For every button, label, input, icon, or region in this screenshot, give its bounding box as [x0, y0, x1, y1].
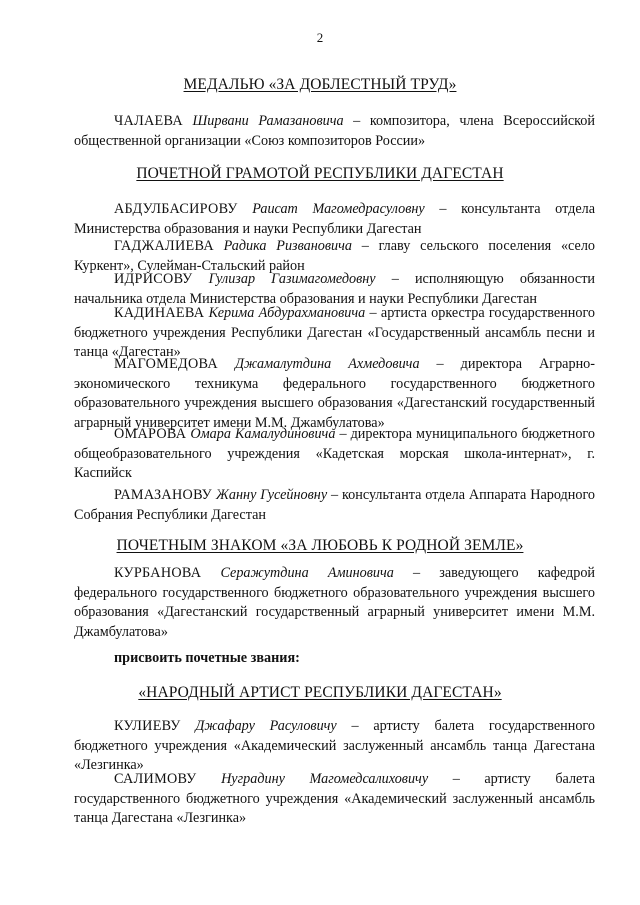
section-heading-badge: ПОЧЕТНЫМ ЗНАКОМ «ЗА ЛЮБОВЬ К РОДНОЙ ЗЕМЛЕ» — [116, 537, 524, 554]
entry-name: Серажутдина Аминовича — [220, 565, 394, 581]
entry-name: Джамалутдина Ахмедовича — [234, 356, 420, 372]
entry-description: – главу сельского поселения «село Куркент», Сулейман-Стальский район — [74, 238, 596, 274]
section-heading-gramota: ПОЧЕТНОЙ ГРАМОТОЙ РЕСПУБЛИКИ ДАГЕСТАН — [136, 165, 504, 182]
entry-description: – консультанта отдела Министерства образования и науки Республики Дагестан — [74, 201, 595, 237]
award-entry — [74, 200, 595, 239]
entry-surname: САЛИМОВУ — [114, 771, 197, 787]
entry-surname: КАДИНАЕВА — [114, 305, 205, 321]
award-entry — [74, 770, 595, 829]
entry-surname: КУРБАНОВА — [114, 565, 202, 581]
entry-name: Радика Ризвановича — [223, 238, 352, 254]
entry-description: – композитора, члена Всероссийской общественной организации «Союз композиторов России» — [74, 113, 595, 149]
entry-surname: ЧАЛАЕВА — [114, 113, 183, 129]
award-entry — [74, 425, 595, 484]
award-entry — [74, 112, 595, 151]
entry-surname: ОМАРОВА — [114, 426, 187, 442]
entry-name: Джафару Расуловичу — [195, 718, 337, 734]
page-number: 2 — [316, 30, 324, 45]
award-entry — [74, 304, 595, 363]
award-entry — [74, 486, 595, 525]
entry-surname: ГАДЖАЛИЕВА — [114, 238, 214, 254]
entry-surname: АБДУЛБАСИРОВУ — [114, 201, 238, 217]
entry-name: Нуградину Магомедсалиховичу — [221, 771, 429, 787]
entry-surname: МАГОМЕДОВА — [114, 356, 218, 372]
entry-name: Омара Камалудиновича — [190, 426, 336, 442]
entry-surname: КУЛИЕВУ — [114, 718, 181, 734]
entry-description: – артиста оркестра государственного бюджетного учреждения Республики Дагестан «Государственный ансамбль песни и танца «Дагестан» — [74, 305, 596, 361]
entry-name: Жанну Гусейновну — [215, 487, 328, 503]
entry-description: – исполняющую обязанности начальника отдела Министерства образования и науки Республики Дагестан — [74, 271, 595, 307]
entry-description: – директора муниципального бюджетного общеобразовательного учреждения «Кадетская морская школа-интернат», г. Каспийск — [74, 426, 595, 482]
entry-surname: ИДРИСОВУ — [114, 271, 193, 287]
entry-name: Гулизар Газимагомедовну — [208, 271, 376, 287]
entry-description: – заведующего кафедрой федерального государственного бюджетного образовательного учреждения высшего образования «Дагестанский государственный аграрный университет имени М.М. Джамбулатова» — [74, 565, 596, 640]
entry-description: – артисту балета государственного бюджетного учреждения «Академический заслуженный ансамбль танца Дагестана «Лезгинка» — [74, 771, 596, 827]
entry-name: Ширвани Рамазановича — [192, 113, 344, 129]
award-entry — [74, 564, 595, 642]
entry-description: – артисту балета государственного бюджетного учреждения «Академический заслуженный ансамбль танца Дагестана «Лезгинка» — [74, 718, 595, 774]
entry-description: – директора Аграрно-экономического техникума федерального государственного бюджетного образовательного учреждения высшего образования «Дагестанский государственный аграрный университет имени М.М. Джамбулатова» — [74, 356, 595, 431]
title-instruction: присвоить почетные звания: — [114, 650, 300, 666]
section-heading-medal: МЕДАЛЬЮ «ЗА ДОБЛЕСТНЫЙ ТРУД» — [183, 76, 457, 93]
award-entry — [74, 355, 595, 433]
entry-surname: РАМАЗАНОВУ — [114, 487, 213, 503]
entry-name: Раисат Магомедрасуловну — [252, 201, 425, 217]
entry-name: Керима Абдурахмановича — [208, 305, 366, 321]
section-heading-title: «НАРОДНЫЙ АРТИСТ РЕСПУБЛИКИ ДАГЕСТАН» — [138, 684, 502, 701]
entry-description: – консультанта отдела Аппарата Народного Собрания Республики Дагестан — [74, 487, 595, 523]
award-entry — [74, 717, 595, 776]
